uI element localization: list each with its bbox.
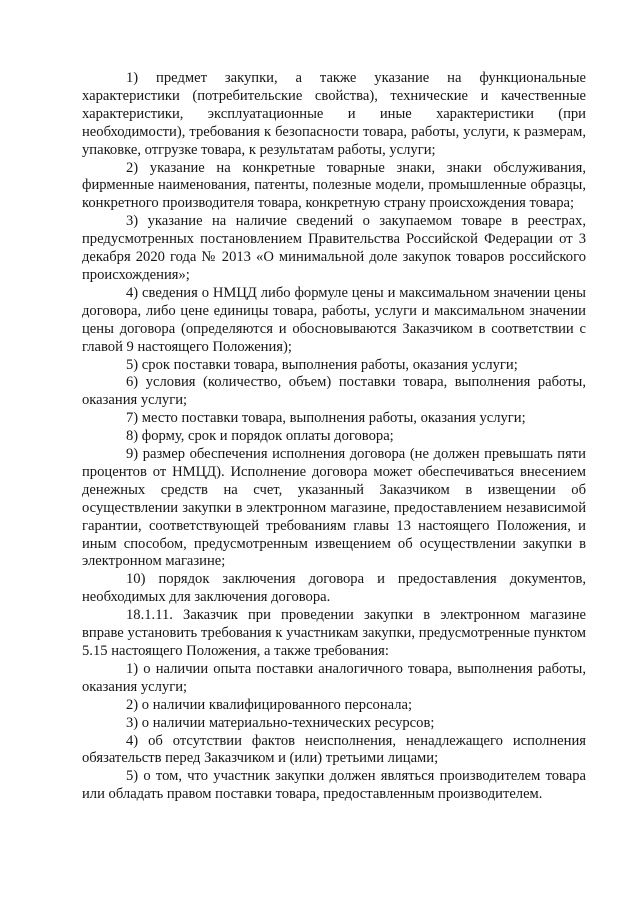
paragraph-item-7: 7) место поставки товара, выполнения работы, оказания услуги; — [126, 410, 526, 427]
paragraph-item-6: 6) условия (количество, объем) поставки товара, выполнения работы, оказания услуги; — [82, 374, 586, 409]
paragraph-item-9: 9) размер обеспечения исполнения договора (не должен превышать пяти процентов от НМЦД). Исполнение договора может обеспечиваться внесением денежных средств на счет, указанный Заказчиком в извещении об осуществлении закупки в электронном магазине, предоставлением независимой гарантии, соответствующей требованиям главы 13 настоящего Положения, и иным способом, предусмотренным извещением об осуществлении закупки в электронном магазине; — [82, 446, 586, 570]
paragraph-requirement-2: 2) о наличии квалифицированного персонала; — [126, 696, 413, 713]
paragraph-item-4: 4) сведения о НМЦД либо формуле цены и максимальном значении цены договора, либо цене единицы товара, работы, услуги и максимальном значении цены договора (определяются и обосновываются Заказчиком в соответствии с главой 9 настоящего Положения); — [82, 284, 586, 355]
paragraph-requirement-4: 4) об отсутствии фактов неисполнения, ненадлежащего исполнения обязательств перед Заказчиком и (или) третьими лицами; — [82, 732, 586, 767]
paragraph-item-3: 3) указание на наличие сведений о закупаемом товаре в реестрах, предусмотренных постановлением Правительства Российской Федерации от 3 декабря 2020 года № 2013 «О минимальной доле закупок товаров российского происхождения»; — [82, 213, 586, 283]
paragraph-item-1: 1) предмет закупки, а также указание на функциональные характеристики (потребительские свойства), технические и качественные характеристики, эксплуатационные и иные характеристики (при необходимости), требования к безопасности товара, работы, услуги, к размерам, упаковке, отгрузке товара, к результатам работы, услуги; — [82, 70, 586, 158]
paragraph-requirement-5: 5) о том, что участник закупки должен являться производителем товара или обладать правом поставки товара, предоставленным производителем. — [82, 768, 586, 803]
paragraph-section-18-1-11: 18.1.11. Заказчик при проведении закупки в электронном магазине вправе установить требования к участникам закупки, предусмотренные пунктом 5.15 настоящего Положения, а также требования: — [82, 607, 586, 659]
paragraph-requirement-1: 1) о наличии опыта поставки аналогичного товара, выполнения работы, оказания услуги; — [82, 660, 586, 695]
paragraph-item-10: 10) порядок заключения договора и предоставления документов, необходимых для заключения договора. — [82, 571, 586, 606]
paragraph-item-5: 5) срок поставки товара, выполнения работы, оказания услуги; — [126, 356, 518, 373]
paragraph-item-8: 8) форму, срок и порядок оплаты договора; — [126, 428, 394, 445]
paragraph-requirement-3: 3) о наличии материально-технических ресурсов; — [126, 714, 435, 731]
document-page — [82, 70, 586, 804]
paragraph-item-2: 2) указание на конкретные товарные знаки, знаки обслуживания, фирменные наименования, патенты, полезные модели, промышленные образцы, конкретного производителя товара, конкретную страну происхождения товара; — [82, 159, 586, 212]
